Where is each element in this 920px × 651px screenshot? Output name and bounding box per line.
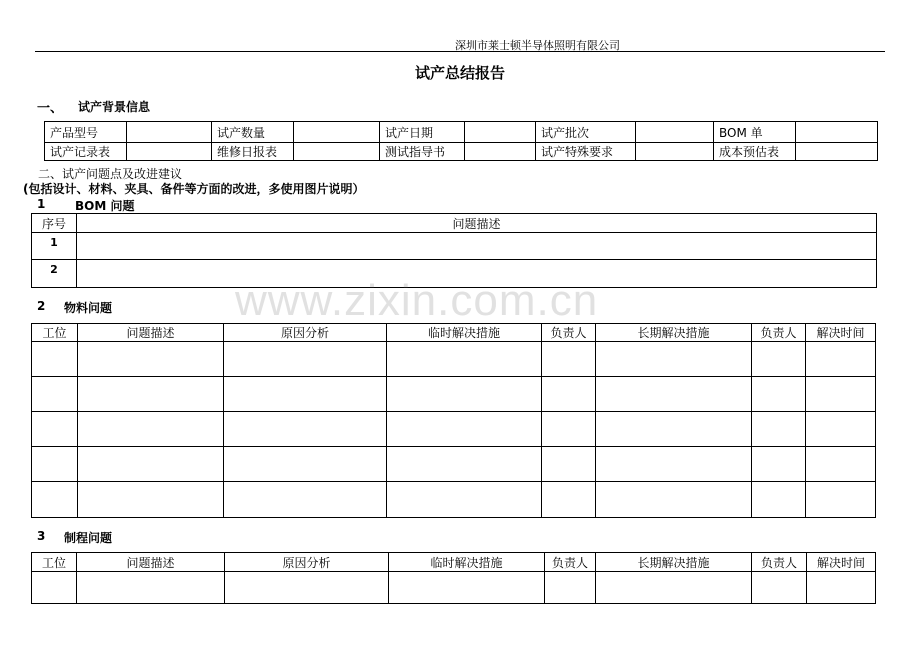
table-cell[interactable] <box>542 447 596 482</box>
table-cell[interactable] <box>389 572 545 604</box>
column-header: 工位 <box>32 553 77 572</box>
material-issues-table <box>31 323 876 518</box>
table-cell[interactable] <box>32 412 78 447</box>
table-row <box>32 572 876 604</box>
table-cell[interactable] <box>387 377 542 412</box>
table-cell[interactable] <box>542 482 596 518</box>
info-value-cell[interactable] <box>796 143 878 161</box>
table-cell[interactable] <box>387 412 542 447</box>
table-cell[interactable] <box>387 482 542 518</box>
column-header: 原因分析 <box>225 553 389 572</box>
table-cell[interactable] <box>224 482 387 518</box>
table-cell[interactable] <box>224 342 387 377</box>
table-row <box>32 377 876 412</box>
table-cell[interactable] <box>32 377 78 412</box>
table-cell[interactable] <box>542 342 596 377</box>
column-header: 问题描述 <box>77 214 877 233</box>
process-section-number: 3 <box>37 529 46 543</box>
table-cell[interactable] <box>542 412 596 447</box>
column-header: 问题描述 <box>78 324 224 342</box>
background-info-table <box>44 121 878 161</box>
info-value-cell[interactable] <box>127 143 212 161</box>
column-header: 临时解决措施 <box>387 324 542 342</box>
table-cell[interactable] <box>78 482 224 518</box>
process-section-title: 制程问题 <box>64 531 113 545</box>
column-header: 负责人 <box>545 553 596 572</box>
column-header: 负责人 <box>542 324 596 342</box>
table-row <box>32 412 876 447</box>
info-cell: 试产批次 <box>536 122 636 143</box>
table-cell[interactable] <box>807 572 876 604</box>
info-value-cell[interactable] <box>636 122 714 143</box>
table-cell[interactable] <box>806 482 876 518</box>
table-cell[interactable] <box>596 447 752 482</box>
info-value-cell[interactable] <box>636 143 714 161</box>
section-2-title: 二、试产问题点及改进建议 <box>38 167 183 181</box>
table-cell[interactable] <box>225 572 389 604</box>
info-value-cell[interactable] <box>465 143 536 161</box>
info-value-cell[interactable] <box>796 122 878 143</box>
section-1-title: 试产背景信息 <box>78 100 151 114</box>
table-row <box>32 342 876 377</box>
table-cell[interactable] <box>78 412 224 447</box>
table-cell[interactable] <box>806 342 876 377</box>
material-section-number: 2 <box>37 299 46 313</box>
table-cell[interactable] <box>806 447 876 482</box>
table-cell[interactable] <box>596 572 752 604</box>
info-cell: 试产日期 <box>380 122 465 143</box>
table-cell[interactable] <box>752 377 806 412</box>
table-cell[interactable] <box>806 377 876 412</box>
table-row <box>32 447 876 482</box>
row-number: 1 <box>32 233 77 260</box>
table-cell[interactable] <box>806 412 876 447</box>
table-cell[interactable] <box>545 572 596 604</box>
column-header: 长期解决措施 <box>596 553 752 572</box>
column-header: 长期解决措施 <box>596 324 752 342</box>
table-cell[interactable] <box>78 342 224 377</box>
table-cell[interactable] <box>542 377 596 412</box>
bom-issues-table <box>31 213 877 288</box>
issue-description-cell[interactable] <box>77 233 877 260</box>
table-cell[interactable] <box>32 447 78 482</box>
info-cell: BOM 单 <box>714 122 796 143</box>
info-cell: 产品型号 <box>45 122 127 143</box>
table-cell[interactable] <box>752 482 806 518</box>
table-cell[interactable] <box>224 412 387 447</box>
column-header: 工位 <box>32 324 78 342</box>
table-cell[interactable] <box>752 572 807 604</box>
table-cell[interactable] <box>387 342 542 377</box>
bom-section-title: BOM 问题 <box>75 199 135 213</box>
info-cell: 测试指导书 <box>380 143 465 161</box>
table-cell[interactable] <box>596 482 752 518</box>
info-value-cell[interactable] <box>127 122 212 143</box>
info-value-cell[interactable] <box>294 122 380 143</box>
table-cell[interactable] <box>752 412 806 447</box>
table-cell[interactable] <box>32 482 78 518</box>
material-section-title: 物料问题 <box>64 301 113 315</box>
document-title: 试产总结报告 <box>414 64 505 82</box>
table-cell[interactable] <box>224 377 387 412</box>
table-cell[interactable] <box>752 447 806 482</box>
section-2-note: (包括设计、材料、夹具、备件等方面的改进，多使用图片说明） <box>23 182 365 196</box>
issue-description-cell[interactable] <box>77 260 877 288</box>
header-rule <box>35 51 885 52</box>
info-cell: 试产数量 <box>212 122 294 143</box>
column-header: 负责人 <box>752 553 807 572</box>
table-cell[interactable] <box>752 342 806 377</box>
column-header: 负责人 <box>752 324 806 342</box>
column-header: 序号 <box>32 214 77 233</box>
table-cell[interactable] <box>596 342 752 377</box>
table-cell[interactable] <box>32 572 77 604</box>
table-cell[interactable] <box>32 342 78 377</box>
table-cell[interactable] <box>224 447 387 482</box>
table-cell[interactable] <box>78 447 224 482</box>
company-name: 深圳市莱士顿半导体照明有限公司 <box>455 39 620 52</box>
table-cell[interactable] <box>78 377 224 412</box>
table-row <box>32 482 876 518</box>
table-cell[interactable] <box>596 377 752 412</box>
info-cell: 试产特殊要求 <box>536 143 636 161</box>
watermark: www.zixin.com.cn <box>235 276 599 325</box>
column-header: 问题描述 <box>77 553 225 572</box>
bom-section-number: 1 <box>37 197 46 211</box>
column-header: 临时解决措施 <box>389 553 545 572</box>
column-header: 原因分析 <box>224 324 387 342</box>
info-value-cell[interactable] <box>465 122 536 143</box>
section-1-number: 一、 <box>37 101 64 116</box>
info-cell: 试产记录表 <box>45 143 127 161</box>
column-header: 解决时间 <box>807 553 876 572</box>
table-cell[interactable] <box>596 412 752 447</box>
info-cell: 成本预估表 <box>714 143 796 161</box>
info-value-cell[interactable] <box>294 143 380 161</box>
table-cell[interactable] <box>387 447 542 482</box>
column-header: 解决时间 <box>806 324 876 342</box>
info-cell: 维修日报表 <box>212 143 294 161</box>
process-issues-table <box>31 552 876 604</box>
row-number: 2 <box>32 260 77 288</box>
table-cell[interactable] <box>77 572 225 604</box>
